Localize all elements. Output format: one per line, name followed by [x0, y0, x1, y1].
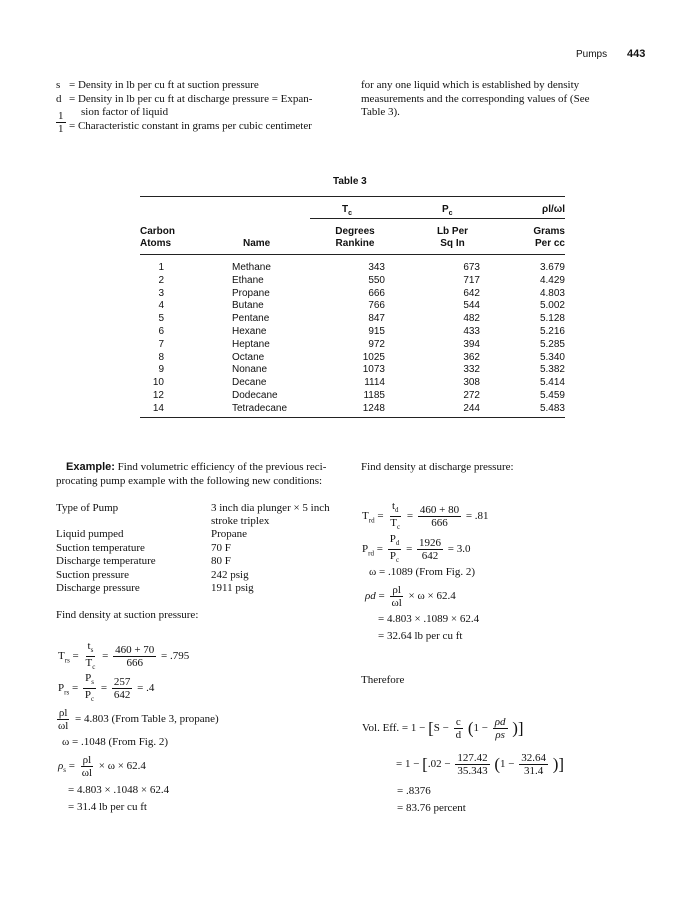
- cell-pc: 717: [463, 274, 480, 286]
- table-title: Table 3: [333, 176, 367, 187]
- suction-line: = 4.803 × .1048 × 62.4: [68, 784, 170, 796]
- eq-pr-discharge: $P_{rd}$ = $\frac{P_d}{P_c}$ = $\frac{1926}{642}$ = 3.0: [362, 533, 471, 565]
- cell-tc: 343: [368, 262, 385, 273]
- condition-value: 80 F: [211, 555, 231, 567]
- discharge-result: = 32.64 lb per cu ft: [378, 630, 463, 642]
- eq-tr-suction: $T_{rs}$ = $\frac{t_s}{T_c}$ = $\frac{460 + 70}{666}$ = .795: [58, 640, 190, 672]
- cell-density: 5.002: [539, 300, 565, 312]
- eq-tr-discharge: $T_{rd}$ = $\frac{t_d}{T_c}$ = $\frac{460 + 80}{666}$ = .81: [362, 500, 489, 532]
- definition-text: = Characteristic constant in grams per cubic centimeter: [69, 120, 312, 132]
- cell-name: Ethane: [232, 274, 264, 286]
- cell-tc: 766: [368, 300, 385, 312]
- header-pc: $P_c$: [442, 204, 453, 217]
- cell-name: Pentane: [232, 313, 270, 325]
- cell-carbon: 3: [158, 287, 164, 299]
- eq-rho-discharge: ρd = $\frac{\rho l}{\omega l}$ × ω × 62.4: [365, 584, 456, 609]
- header-tc: $T_c$: [342, 204, 353, 217]
- cell-name: Heptane: [232, 338, 270, 350]
- cell-carbon: 10: [152, 377, 164, 389]
- cell-density: 5.216: [539, 326, 565, 337]
- fraction-numerator: 1: [58, 110, 64, 122]
- cell-carbon: 2: [158, 274, 164, 286]
- eq-omega-discharge: ω = .1089 (From Fig. 2): [369, 566, 476, 578]
- definition-symbol: s: [56, 79, 61, 91]
- cell-name: Hexane: [232, 326, 267, 337]
- cell-name: Butane: [232, 300, 264, 312]
- definition-text: sion factor of liquid: [81, 106, 169, 118]
- cell-pc: 308: [463, 377, 480, 389]
- cell-pc: 394: [463, 338, 480, 350]
- cell-carbon: 1: [158, 262, 164, 273]
- suction-heading: Find density at suction pressure:: [56, 609, 199, 621]
- cell-pc: 642: [463, 287, 480, 299]
- cell-tc: 550: [368, 274, 385, 286]
- cell-carbon: 5: [158, 313, 164, 325]
- eq-omega-suction: ω = .1048 (From Fig. 2): [62, 736, 169, 748]
- cell-pc: 433: [463, 326, 480, 337]
- cell-name: Nonane: [232, 364, 268, 376]
- vol-eff-line: = .8376: [397, 785, 431, 797]
- cell-density: 5.459: [539, 390, 565, 401]
- cell-tc: 1248: [362, 402, 385, 414]
- cell-pc: 673: [463, 262, 480, 273]
- condition-value: 242 psig: [211, 569, 249, 581]
- page-number: 443: [627, 48, 646, 60]
- therefore-label: Therefore: [361, 674, 405, 686]
- cell-pc: 332: [463, 364, 480, 376]
- right-intro-line: for any one liquid which is established by density: [361, 79, 580, 91]
- condition-key: Suction temperature: [56, 542, 145, 554]
- table-bottom-rule: [140, 417, 565, 418]
- eq-rho-suction: $\rho_s$ = $\frac{\rho l}{\omega l}$ × ω × 62.4: [58, 754, 146, 779]
- cell-carbon: 4: [158, 300, 164, 312]
- right-intro-line: Table 3).: [361, 106, 400, 118]
- cell-pc: 272: [463, 390, 480, 401]
- col-header-grams: Per cc: [534, 238, 565, 249]
- cell-density: 5.340: [539, 351, 565, 363]
- col-header-carbon: Carbon: [140, 226, 175, 237]
- definition-text: = Density in lb per cu ft at discharge pressure = Expan-: [69, 93, 313, 105]
- cell-name: Tetradecane: [232, 402, 288, 414]
- suction-result: = 31.4 lb per cu ft: [68, 801, 147, 813]
- cell-carbon: 12: [152, 390, 164, 401]
- fraction-denominator: 1: [58, 123, 64, 135]
- condition-value: 1911 psig: [211, 582, 254, 594]
- cell-density: 5.483: [539, 402, 565, 414]
- eq-vol-eff: Vol. Eff. = 1 − [S − $\frac{c}{d}$ (1 − $\frac{\rho d}{\rho s}$ )]: [362, 716, 524, 741]
- condition-key: Discharge temperature: [56, 555, 156, 567]
- cell-tc: 1185: [363, 390, 385, 401]
- col-header-lb: Lb Per: [436, 226, 469, 237]
- eq-pr-suction: $P_{rs}$ = $\frac{P_s}{P_c}$ = $\frac{257}{642}$ = .4: [58, 672, 155, 704]
- cell-density: 4.429: [539, 274, 565, 286]
- right-intro-line: measurements and the corresponding values of (See: [361, 93, 590, 105]
- cell-carbon: 9: [158, 364, 164, 376]
- cell-density: 3.679: [539, 262, 565, 273]
- cell-tc: 1073: [362, 364, 385, 376]
- col-header-name: Name: [243, 238, 271, 249]
- eq-ratio-suction: $\frac{\rho l}{\omega l}$ = 4.803 (From Table 3, propane): [58, 707, 219, 732]
- header-rho: ρl/ωl: [542, 204, 565, 215]
- condition-key: Suction pressure: [56, 569, 130, 581]
- condition-value: 70 F: [211, 542, 231, 554]
- definition-text: = Density in lb per cu ft at suction pressure: [69, 79, 259, 91]
- cell-tc: 915: [368, 326, 385, 337]
- condition-value: stroke triplex: [211, 515, 270, 527]
- cell-carbon: 6: [158, 326, 164, 337]
- cell-carbon: 14: [152, 402, 164, 414]
- cell-tc: 847: [368, 313, 385, 325]
- condition-key: Liquid pumped: [56, 528, 124, 540]
- header-bottom-rule: [140, 254, 565, 255]
- condition-key: Type of Pump: [56, 502, 119, 514]
- header-underline: [310, 218, 565, 219]
- cell-tc: 666: [368, 287, 385, 299]
- discharge-heading: Find density at discharge pressure:: [361, 461, 514, 473]
- cell-name: Decane: [232, 377, 267, 389]
- cell-tc: 1025: [362, 351, 385, 363]
- cell-name: Propane: [232, 287, 270, 299]
- col-header-lb: Sq In: [440, 238, 465, 249]
- vol-eff-result: = 83.76 percent: [397, 802, 466, 814]
- cell-density: 5.414: [539, 377, 565, 389]
- cell-carbon: 7: [158, 338, 164, 350]
- example-text: Find volumetric efficiency of the previous reci-: [117, 461, 327, 473]
- condition-value: 3 inch dia plunger × 5 inch: [211, 502, 330, 514]
- cell-pc: 544: [463, 300, 480, 312]
- col-header-degrees: Degrees: [335, 226, 375, 237]
- running-header-section: Pumps: [576, 49, 608, 60]
- condition-value: Propane: [211, 528, 248, 540]
- cell-tc: 972: [368, 338, 385, 350]
- table-top-rule: [140, 196, 565, 197]
- col-header-carbon: Atoms: [140, 238, 172, 249]
- col-header-grams: Grams: [533, 226, 565, 237]
- condition-key: Discharge pressure: [56, 582, 140, 594]
- example-label: Example:: [66, 461, 115, 473]
- definition-fraction: [54, 110, 68, 135]
- cell-density: 5.285: [539, 338, 565, 350]
- cell-carbon: 8: [158, 351, 164, 363]
- cell-pc: 362: [463, 351, 480, 363]
- example-line: [56, 461, 326, 473]
- cell-name: Octane: [232, 351, 265, 363]
- example-text: procating pump example with the following new conditions:: [56, 475, 323, 487]
- cell-name: Dodecane: [232, 390, 278, 401]
- cell-name: Methane: [232, 262, 271, 273]
- eq-vol-eff-subst: = 1 − [.02 − $\frac{127.42}{35.343}$ (1 − $\frac{32.64}{31.4}$ )]: [396, 752, 565, 777]
- cell-density: 5.382: [539, 364, 565, 376]
- cell-density: 4.803: [539, 287, 565, 299]
- cell-tc: 1114: [364, 377, 385, 389]
- discharge-line: = 4.803 × .1089 × 62.4: [378, 613, 480, 625]
- col-header-degrees: Rankine: [335, 238, 375, 249]
- cell-density: 5.128: [539, 313, 565, 325]
- definition-symbol: d: [56, 93, 62, 105]
- cell-pc: 244: [463, 402, 480, 414]
- cell-pc: 482: [463, 313, 480, 325]
